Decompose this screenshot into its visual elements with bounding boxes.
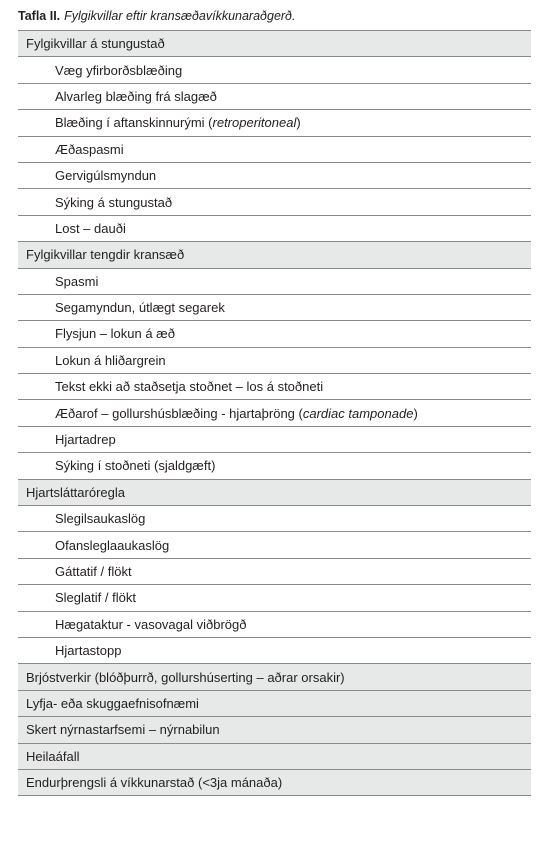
row-text: Sýking á stungustað [55,194,173,210]
row-text: Gáttatif / flökt [55,564,132,579]
table-caption [18,8,295,24]
table-section-header [18,744,531,770]
table-row [18,348,531,374]
table-row [18,57,531,83]
row-italic-term: cardiac tamponade [302,405,414,421]
row-text: Gervigúlsmyndun [55,168,157,184]
row-text: Lyfja- eða skuggaefnisofnæmi [26,695,199,711]
row-text-suffix: ) [296,115,301,131]
table-label: Tafla II. [18,9,61,23]
row-text: Spasmi [55,273,99,289]
table-row [18,84,531,110]
table-row [18,269,531,295]
table-row [18,110,531,136]
table-row [18,374,531,400]
row-text: Blæðing í aftanskinnurými ( [55,115,213,131]
table-row [18,453,531,479]
row-text: Fylgikvillar á stungustað [26,36,165,52]
row-italic-term: retroperitoneal [212,115,297,131]
row-text: Skert nýrnastarfsemi – nýrnabilun [26,722,220,738]
table-row [18,321,531,347]
row-text: Heilaáfall [26,748,80,764]
row-text: Brjóstverkir (blóðþurrð, gollurshúserting – aðrar orsakir) [26,669,345,685]
row-text: Hjartsláttaróregla [26,484,125,500]
table-row [18,427,531,453]
table-section-header [18,664,531,690]
row-text: Flysjun – lokun á æð [55,326,175,342]
row-text: Tekst ekki að staðsetja stoðnet – los á stoðneti [55,379,324,395]
row-text: Sleglatif / flökt [55,590,136,606]
row-text-suffix: ) [413,405,418,421]
table-row [18,585,531,611]
table-row [18,532,531,558]
row-text: Lost – dauði [55,220,126,236]
table-section-header [18,691,531,717]
row-text: Hjartadrep [55,432,116,448]
complications-table [18,30,531,796]
row-text: Segamyndun, útlægt segarek [55,300,225,316]
table-row [18,612,531,638]
table-row [18,189,531,215]
row-text: Hægataktur - vasovagal viðbrögð [55,616,247,632]
row-text: Æðarof – gollurshúsblæðing - hjartaþröng ( [55,405,303,421]
table-row [18,638,531,664]
table-row [18,137,531,163]
row-text: Alvarleg blæðing frá slagæð [55,88,217,104]
row-text: Æðaspasmi [55,141,124,157]
row-text: Hjartastopp [55,643,122,659]
table-section-header [18,242,531,268]
row-text: Fylgikvillar tengdir kransæð [26,247,185,263]
row-text: Slegilsaukaslög [55,511,146,527]
table-title: Fylgikvillar eftir kransæðavíkkunaraðgerð. [64,9,296,23]
row-text: Ofansleglaaukaslög [55,537,170,553]
table-row [18,163,531,189]
table-row [18,400,531,426]
table-row [18,216,531,242]
table-section-header [18,717,531,743]
table-row [18,559,531,585]
row-text: Lokun á hliðargrein [55,352,166,368]
table-section-header [18,31,531,57]
table-row [18,506,531,532]
row-text: Væg yfirborðsblæðing [55,62,183,78]
row-text: Endurþrengsli á víkkunarstað (<3ja mánaða) [26,775,283,791]
table-section-header [18,480,531,506]
row-text: Sýking í stoðneti (sjaldgæft) [55,458,216,474]
table-row [18,295,531,321]
table-section-header [18,770,531,796]
